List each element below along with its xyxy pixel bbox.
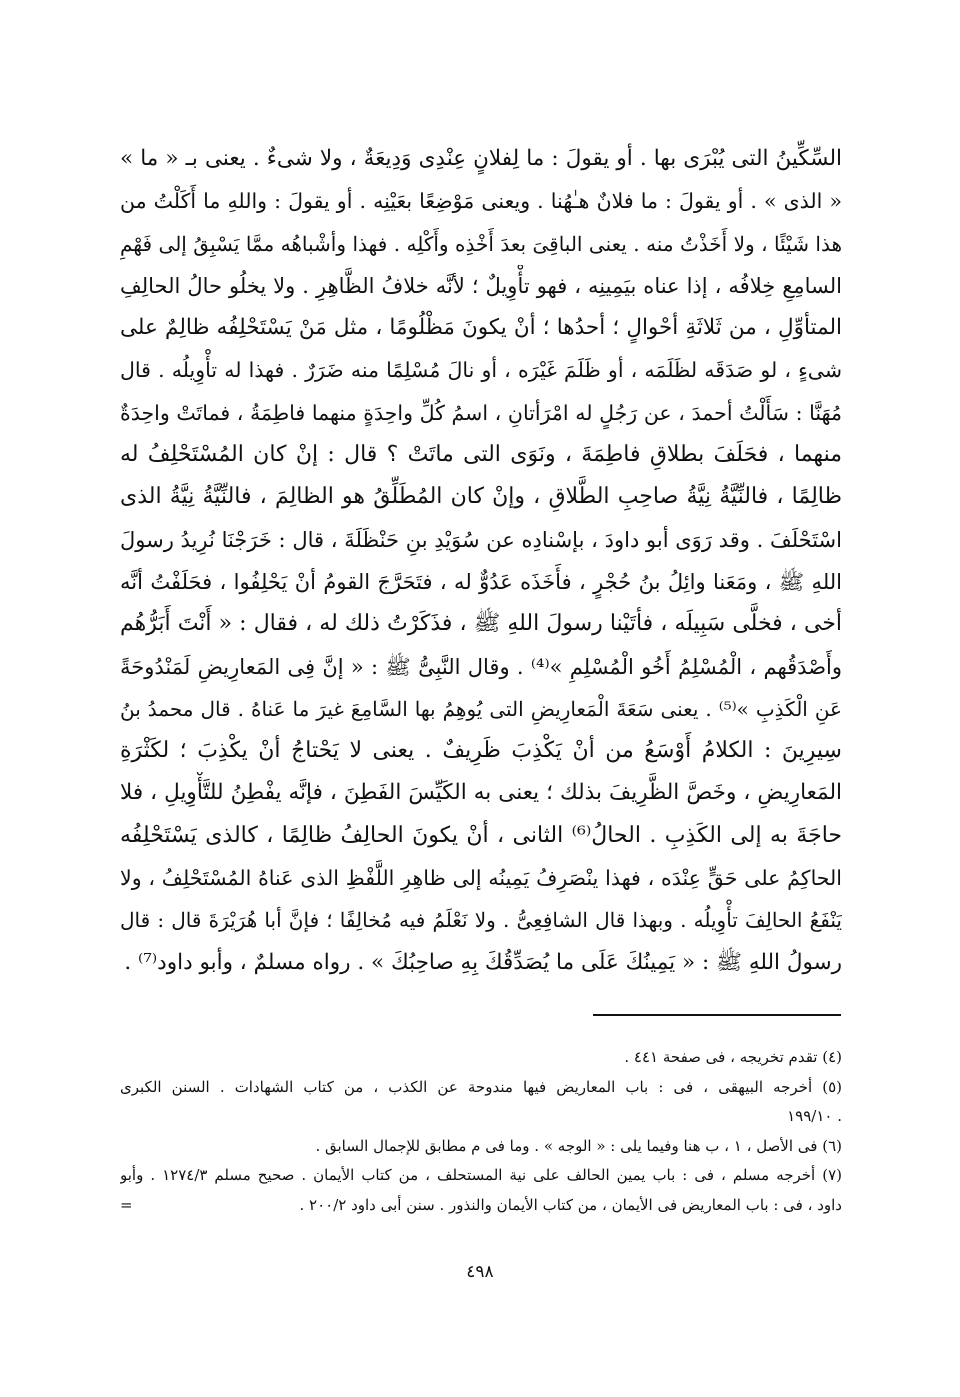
text-line-12: أخى ، فخلَّى سَبِيلَه ، فأتَيْنا رسولَ اللهِ ﷺ ، فذَكَرْتُ ذلك له ، فقال : « أَنْتَ أَبَرُّهُم: [120, 611, 842, 637]
text-line-8: منهما ، فحَلَفَ بطلاقِ فاطِمَةَ ، ونَوَى التى ماتَتْ ؟ قال : إنْ كان المُسْتَحْلِفُ له: [120, 442, 842, 468]
footnote-6: (٦) فى الأصل ، ١ ، ب هنا وفيما يلى : « الوجه » . وما فى م مطابق للإجمال السابق .: [315, 1136, 842, 1155]
footnote-4: (٤) تقدم تخريجه ، فى صفحة ٤٤١ .: [624, 1048, 842, 1066]
text-line-9: ظالِمًا ، فالنِّيَّةُ نِيَّةُ صاحِبِ الطَّلاقِ ، وإنْ كان المُطَلِّقُ هو الظالِمَ ، فالنِّيَّةُ نِيَّةُ الذى: [120, 484, 842, 510]
text-line-10: اسْتَحْلَفَ . وقد رَوَى أبو داودَ ، بإسْنادِه عن سُوَيْدِ بنِ حَنْظَلَةَ ، قال : خَرَجْنَا نُرِيدُ رسولَ: [120, 527, 842, 552]
footnote-7-continued: [120, 1191, 842, 1221]
page-number: ٤٩٨: [466, 1262, 494, 1282]
text-line-6: شىءٍ ، لو صَدَقَه لظَلَمَه ، أو ظَلَمَ غَيْرَه ، أو نالَ مُسْلِمًا منه ضَرَرٌ . فهذا له تأْوِيلُه . قال: [120, 358, 842, 383]
footnote-7-continued-text: داود ، فى : باب المعاريض فى الأيمان ، من كتاب الأيمان والنذور . سنن أبى داود ٢٠٠/٢ .: [299, 1195, 842, 1214]
text-line-5: المتأوِّلِ ، من ثَلاثَةِ أحْوالٍ ؛ أحدُها ؛ أنْ يكونَ مَظْلُومًا ، مثل مَنْ يَسْتَحْلِفُه ظالِمٌ على: [120, 315, 842, 341]
text-line-2: « الذى » . أو يقولَ : ما فلانٌ هـٰهُنا . ويعنى مَوْضِعًا بعَيْنِه . أو يقولَ : واللهِ ما أَكَلْتُ من: [120, 189, 842, 214]
text-line-13: وأَصْدَقُهم ، الْمُسْلِمُ أَخُو الْمُسْلِمِ »⁽⁴⁾ . وقال النَّبِىُّ ﷺ : « إنَّ فِى المَعارِيضِ لَمَنْدُوحَةً: [120, 654, 842, 679]
footnote-separator: [593, 1014, 841, 1016]
text-line-11: اللهِ ﷺ ، ومَعَنا وائِلُ بنُ حُجْرٍ ، فأَخَذَه عَدُوٌّ له ، فتَحَرَّجَ القومُ أنْ يَحْلِفُوا ، فحَلَفْتُ أنَّه: [120, 569, 842, 594]
footnotes: [120, 1043, 842, 1220]
main-text: [120, 138, 842, 984]
text-line-7: مُهَنَّا : سَأَلْتُ أحمدَ ، عن رَجُلٍ له امْرَأتانِ ، اسمُ كُلِّ واحِدَةٍ منهما فاطِمَةُ ، فماتَتْ واحِدَةٌ: [120, 400, 842, 425]
text-line-16: المَعارِيضِ ، وخَصَّ الظَّرِيفَ بذلك ؛ يعنى به الكَيِّسَ الفَطِنَ ، فإنَّه يفْطِنُ للتَّأْوِيلِ ، فلا: [120, 780, 842, 806]
footnote-5-continued: . ١٩٩/١٠: [787, 1107, 842, 1125]
footnote-7: (٧) أخرجه مسلم ، فى : باب يمين الحالف على نية المستحلف ، من كتاب الأيمان . صحيح مسلم ١٢٧٤/٣ . وأبو: [120, 1166, 842, 1184]
text-line-18: الحاكِمُ على حَقٍّ عِنْدَه ، فهذا ينْصَرِفُ يَمِينُه إلى ظاهِرِ اللَّفْظِ الذى عَناهُ المُسْتَحْلِفُ ، ولا: [120, 866, 842, 891]
text-line-17: حاجَةَ به إلى الكَذِبِ . الحالُ⁽⁶⁾ الثانى ، أنْ يكونَ الحالِفُ ظالِمًا ، كالذى يَسْتَحْلِفُه: [120, 822, 842, 848]
footnote-5: (٥) أخرجه البيهقى ، فى : باب المعاريض فيها مندوحة عن الكذب ، من كتاب الشهادات . السنن الكبرى: [120, 1077, 842, 1096]
text-line-4: السامِعِ خِلافُه ، إذا عناه بيَمِينِه ، فهو تأْوِيلٌ ؛ لأنَّه خلافُ الظَّاهِرِ . ولا يخلُو حالُ الحالِفِ: [120, 273, 842, 298]
text-line-14: عَنِ الْكَذِبِ »⁽⁵⁾ . يعنى سَعَةَ الْمَعارِيضِ التى يُوهِمُ بها السَّامِعَ غيرَ ما عَناهُ . قال محمدُ بنُ: [120, 696, 842, 721]
text-line-3: هذا شَيْئًا ، ولا أَخَذْتُ منه . يعنى الباقِىَ بعدَ أَخْذِه وأَكْلِه . فهذا وأشْباهُه ممَّا يَسْبِقُ إلى فَهْمِ: [120, 231, 842, 256]
text-line-20: رسولُ اللهِ ﷺ : « يَمِينُكَ عَلَى ما يُصَدِّقُكَ بِهِ صاحِبُكَ » . رواه مسلمٌ ، وأبو داود⁽⁷⁾ .: [124, 949, 842, 975]
text-line-1: السِّكِّينُ التى يُبْرَى بها . أو يقولَ : ما لِفلانٍ عِنْدِى وَدِيعَةٌ ، ولا شىءٌ . يعنى بـ « ما »: [120, 146, 842, 171]
text-line-15: سِيرِينَ : الكلامُ أَوْسَعُ من أنْ يَكْذِبَ ظَرِيفٌ . يعنى لا يَحْتاجُ أنْ يكْذِبَ ؛ لكَثْرَةِ: [120, 738, 842, 764]
text-line-19: يَنْفَعُ الحالِفَ تأْوِيلُه . وبهذا قال الشافِعِىُّ . ولا نَعْلَمُ فيه مُخالِفًا ؛ فإنَّ أبا هُرَيْرَةَ قال : قال: [120, 908, 842, 933]
continuation-mark: =: [120, 1195, 133, 1214]
